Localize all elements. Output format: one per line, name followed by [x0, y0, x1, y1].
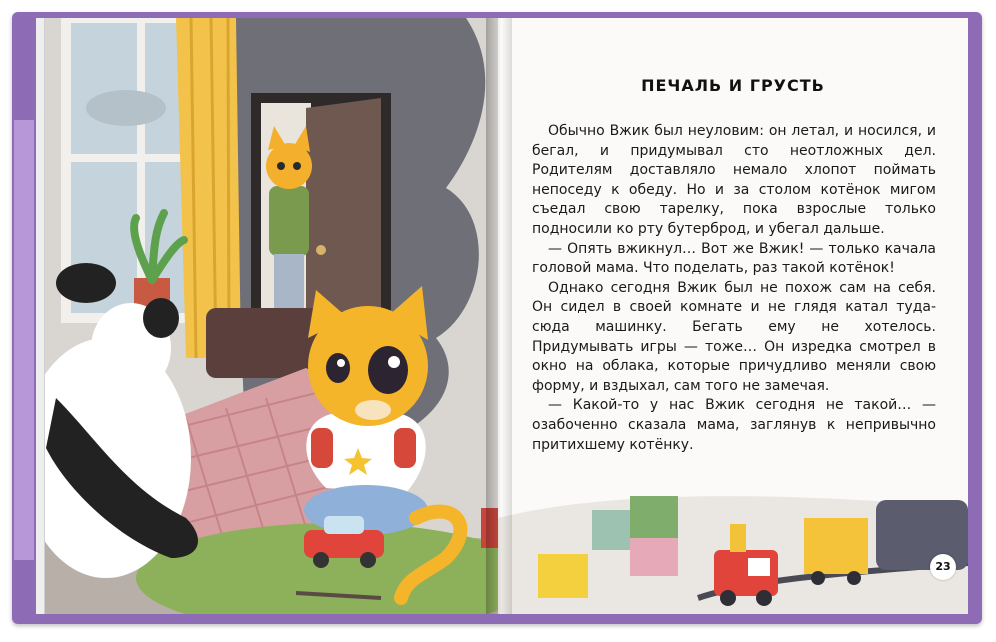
kitten-sleeve — [311, 428, 333, 468]
mother-cat-eye — [293, 162, 301, 170]
kitten-eye — [326, 353, 350, 383]
toy-block-mint — [592, 510, 632, 550]
page-number: 23 — [930, 554, 956, 580]
train-wheel — [756, 590, 772, 606]
eye-highlight — [388, 356, 400, 368]
eye-highlight — [337, 359, 345, 367]
paragraph: — Какой-то у нас Вжик сегодня не такой… — озабоченно сказала мама, заглянув к непривычно притихшему котёнку. — [532, 397, 936, 453]
toy-block-yellow — [538, 554, 588, 598]
train-wagon — [804, 518, 868, 574]
paragraph: Обычно Вжик был неуловим: он летал, и носился, и бегал, и придумывал сто неотложных дел. Родителям доставляло немало хлопот поймать непоседу к обеду. Но и за столом котёнок мигом съедал свою тарелку, пока взрослые только подносили ко рту бутерброд, и убегал дальше. — [532, 123, 936, 237]
kitten-eye — [368, 346, 408, 394]
train-wheel — [720, 590, 736, 606]
panda-ear — [143, 298, 179, 338]
toy-car-window — [324, 516, 364, 534]
kitten-sleeve — [394, 428, 416, 468]
illustration-page — [36, 18, 502, 614]
mother-cat-eye — [277, 162, 285, 170]
train-wheel — [847, 571, 861, 585]
toys-illustration — [498, 18, 968, 614]
panda-ear-top — [56, 263, 116, 303]
paragraph: — Опять вжикнул… Вот же Вжик! — только качала головой мама. Что поделать, раз такой котёнок! — [532, 240, 936, 277]
kitten-muzzle — [355, 400, 391, 420]
toy-car-wheel — [360, 552, 376, 568]
story-title: ПЕЧАЛЬ И ГРУСТЬ — [641, 76, 825, 95]
train-wheel — [811, 571, 825, 585]
cover-edge — [14, 120, 34, 560]
train-window — [748, 558, 770, 576]
illustration — [36, 18, 502, 614]
paragraph: Однако сегодня Вжик был не похож сам на себя. Он сидел в своей комнате и не глядя катал туда-сюда машинку. Бегать ему не хотелось. Придумывать игры — тоже… Он изредка смотрел в окно на облака, которые причудливо меняли свою форму, и вздыхал, сам того не замечая. — [532, 279, 936, 394]
toy-block-pink — [630, 538, 678, 576]
toy-car-wheel — [313, 552, 329, 568]
book-spine — [486, 18, 512, 614]
bed-headboard — [206, 308, 326, 378]
sky-cloud — [86, 90, 166, 126]
page-stack — [36, 18, 45, 614]
door-knob — [316, 245, 326, 255]
train-chimney — [730, 524, 746, 552]
text-page — [498, 18, 968, 614]
mother-cat-sweater — [269, 186, 309, 256]
curtain — [176, 18, 241, 358]
toy-block-green — [630, 496, 678, 540]
kitten-shorts — [304, 485, 428, 535]
